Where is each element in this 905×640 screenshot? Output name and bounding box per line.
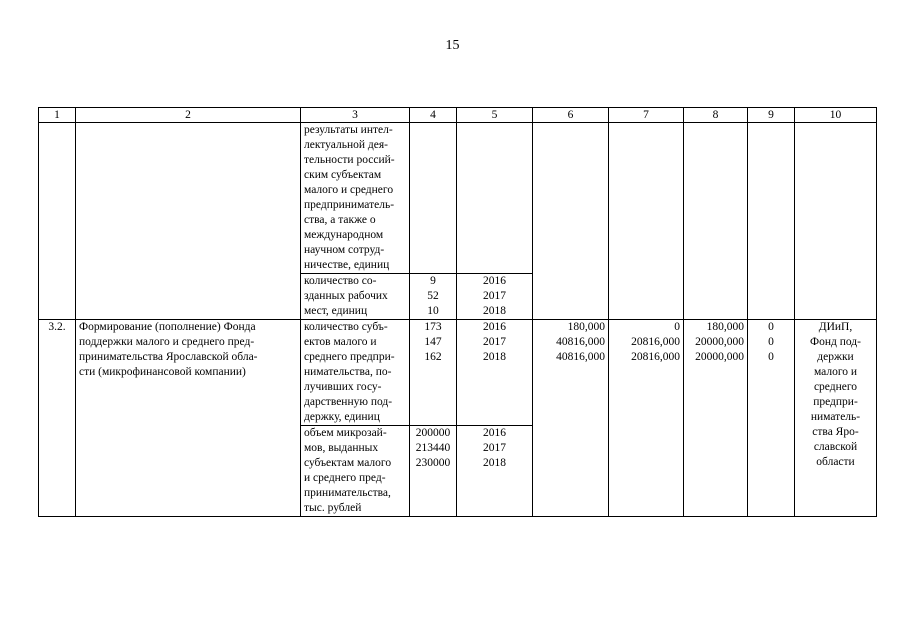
header-cell-3: 3 bbox=[301, 108, 410, 123]
finance-cell-7: 0 20816,000 20816,000 bbox=[609, 320, 684, 517]
program-table bbox=[38, 107, 877, 517]
indicator-cell: количество со- зданных рабочих мест, единиц bbox=[301, 274, 410, 320]
executor-cell bbox=[795, 123, 877, 320]
row-number-cell: 3.2. bbox=[39, 320, 76, 517]
header-cell-4: 4 bbox=[410, 108, 457, 123]
finance-cell-9: 0 0 0 bbox=[748, 320, 795, 517]
year-cell: 2016 2017 2018 bbox=[457, 426, 533, 517]
indicator-cell: результаты интел- лектуальной дея- тельности россий- ским субъектам малого и среднего предприниматель- ства, а также о международном научном сотруд- ничестве, единиц bbox=[301, 123, 410, 274]
header-cell-7: 7 bbox=[609, 108, 684, 123]
header-cell-6: 6 bbox=[533, 108, 609, 123]
header-cell-2: 2 bbox=[76, 108, 301, 123]
value-cell: 200000 213440 230000 bbox=[410, 426, 457, 517]
finance-cell-8 bbox=[684, 123, 748, 320]
page-number: 15 bbox=[445, 38, 460, 53]
finance-cell-6: 180,000 40816,000 40816,000 bbox=[533, 320, 609, 517]
header-row bbox=[39, 108, 877, 123]
table-row bbox=[39, 320, 877, 426]
finance-cell-8: 180,000 20000,000 20000,000 bbox=[684, 320, 748, 517]
header-cell-10: 10 bbox=[795, 108, 877, 123]
executor-cell: ДИиП, Фонд под- держки малого и среднего предпри- ниматель- ства Яро- славской области bbox=[795, 320, 877, 517]
header-cell-8: 8 bbox=[684, 108, 748, 123]
year-cell: 2016 2017 2018 bbox=[457, 274, 533, 320]
value-cell: 173 147 162 bbox=[410, 320, 457, 426]
header-cell-9: 9 bbox=[748, 108, 795, 123]
table-row bbox=[39, 123, 877, 274]
activity-name-cell bbox=[76, 123, 301, 320]
activity-name-cell: Формирование (пополнение) Фонда поддержки малого и среднего пред- принимательства Ярославской обла- сти (микрофинансовой компании) bbox=[76, 320, 301, 517]
indicator-cell: объем микрозай- мов, выданных субъектам малого и среднего пред- принимательства, тыс. рублей bbox=[301, 426, 410, 517]
year-cell: 2016 2017 2018 bbox=[457, 320, 533, 426]
header-cell-5: 5 bbox=[457, 108, 533, 123]
value-cell bbox=[410, 123, 457, 274]
year-cell bbox=[457, 123, 533, 274]
finance-cell-9 bbox=[748, 123, 795, 320]
value-cell: 9 52 10 bbox=[410, 274, 457, 320]
indicator-cell: количество субъ- ектов малого и среднего предпри- нимательства, по- лучивших госу- дарственную под- держку, единиц bbox=[301, 320, 410, 426]
header-cell-1: 1 bbox=[39, 108, 76, 123]
finance-cell-7 bbox=[609, 123, 684, 320]
finance-cell-6 bbox=[533, 123, 609, 320]
row-number-cell bbox=[39, 123, 76, 320]
